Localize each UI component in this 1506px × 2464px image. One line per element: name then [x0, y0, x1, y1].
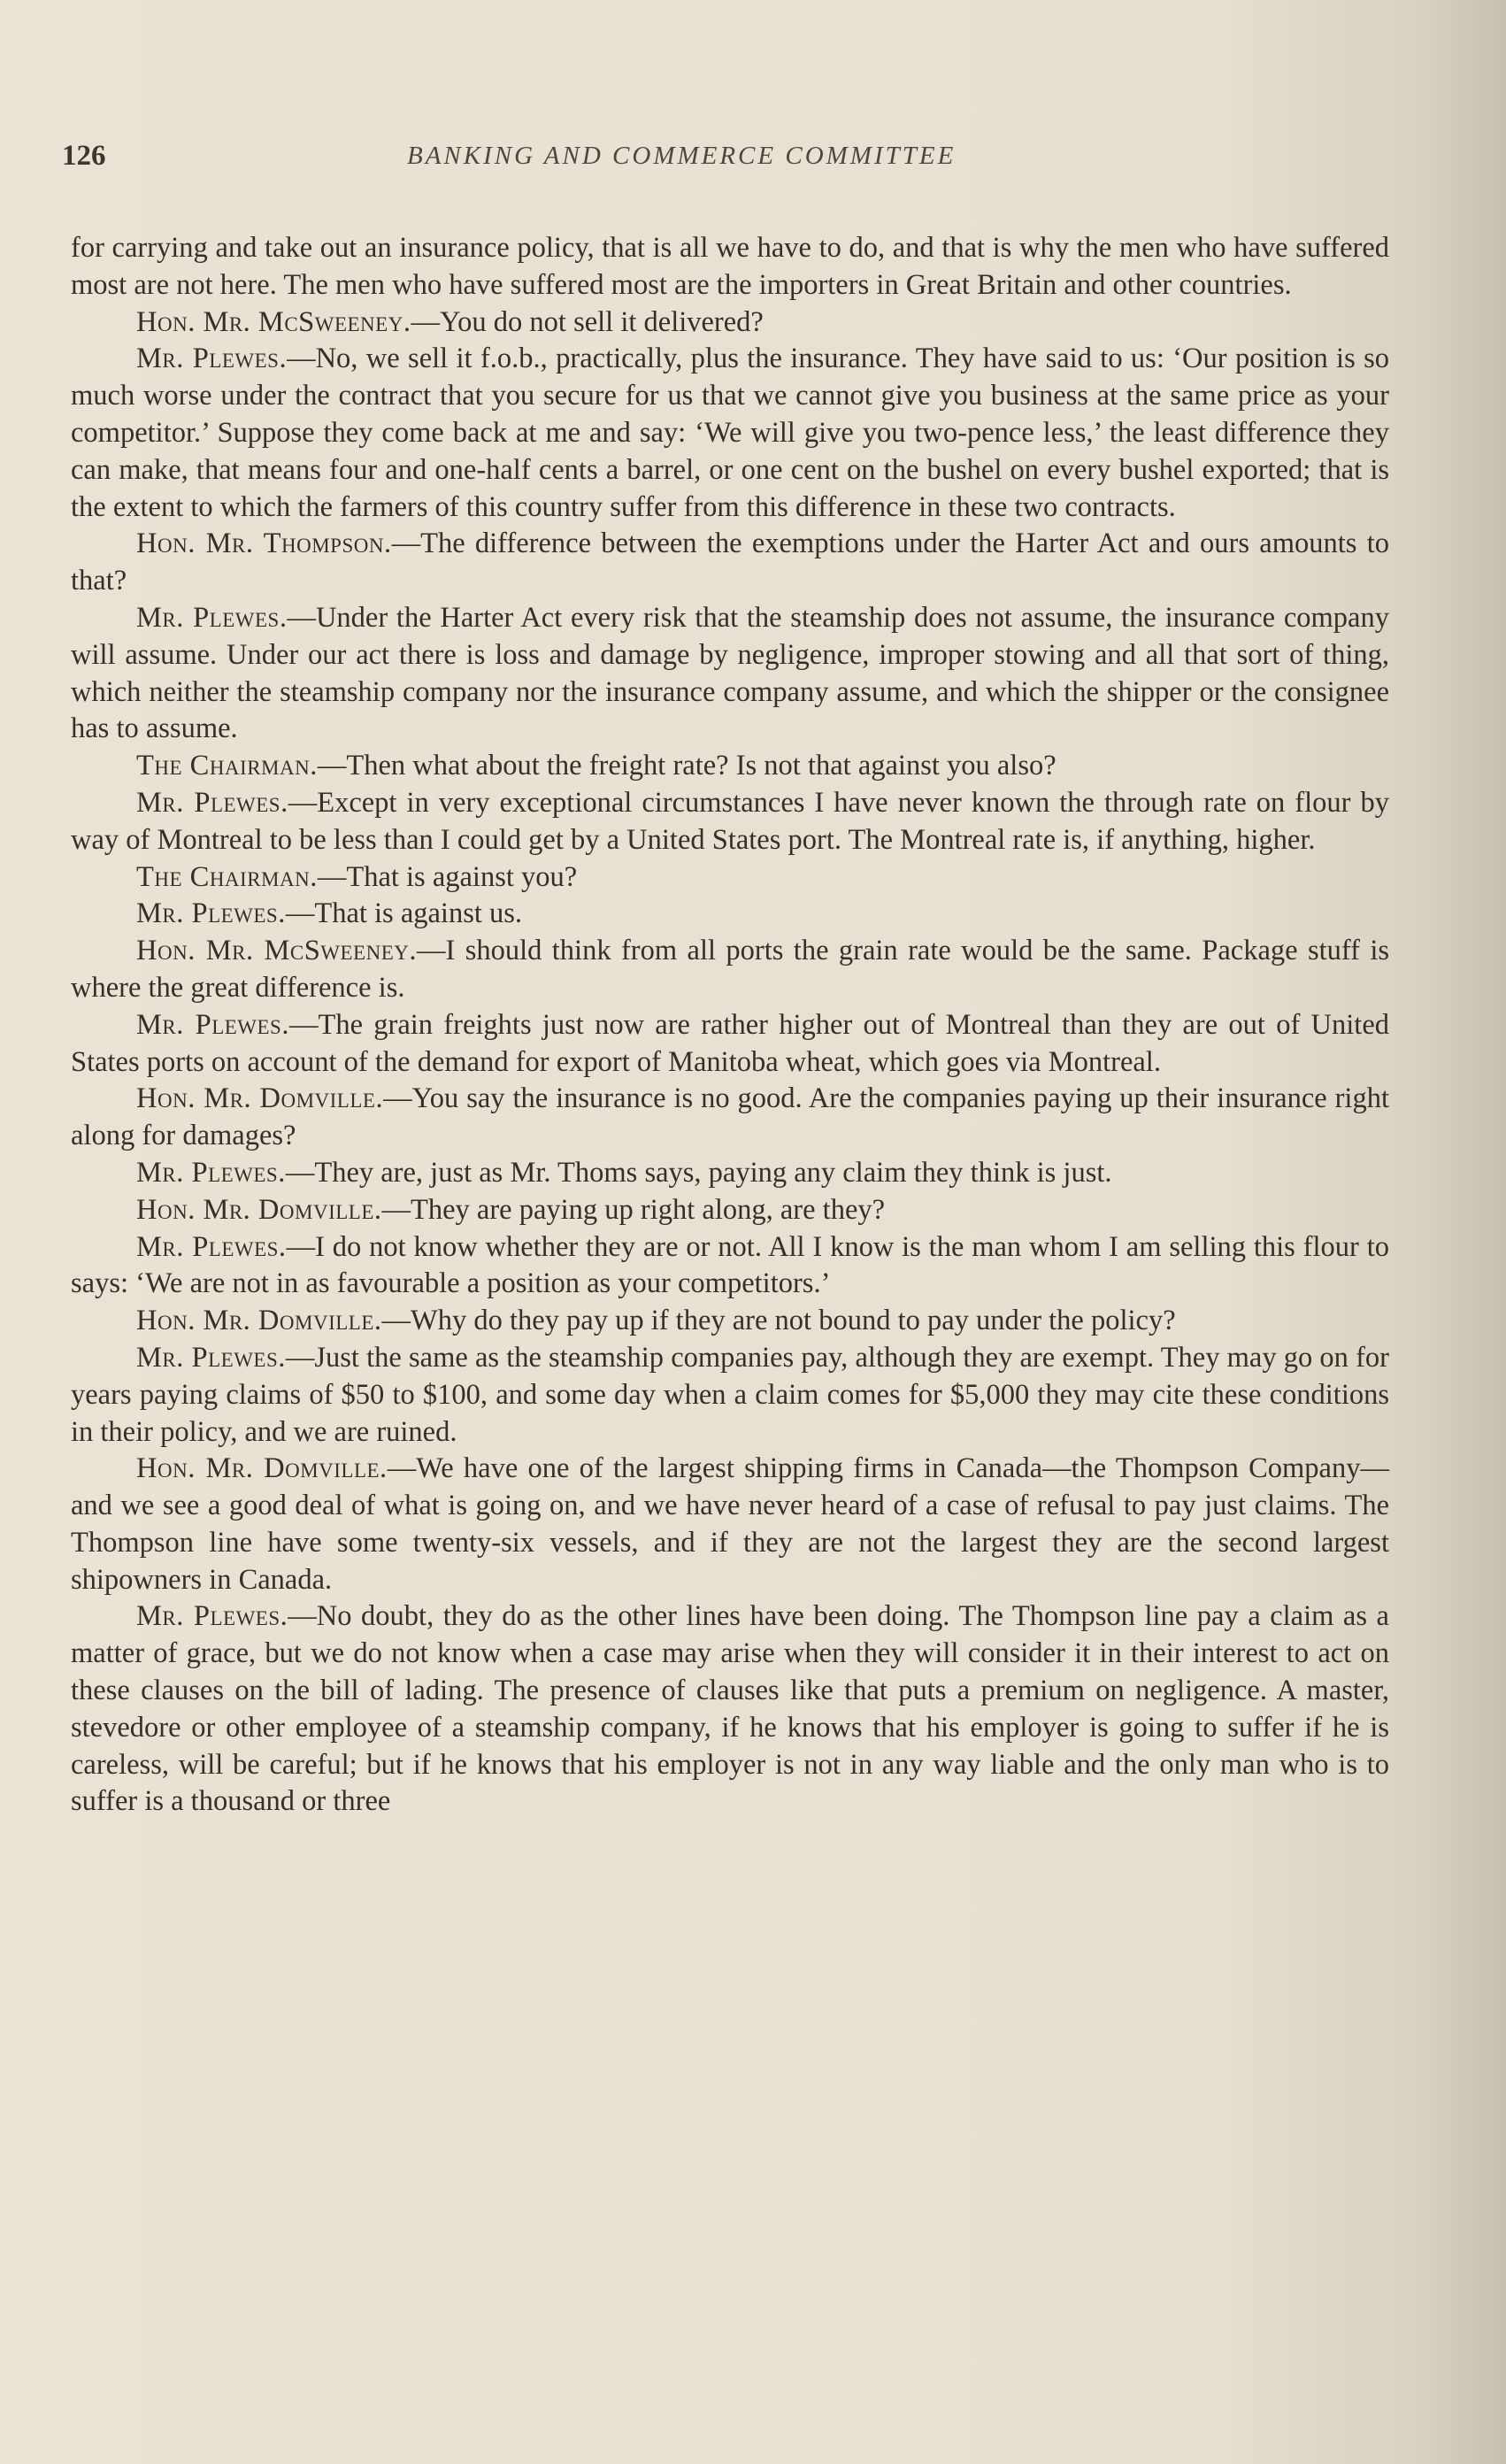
- paragraph-text: for carrying and take out an insurance policy, that is all we have to do, and that is why the men who have suffered most are not here. The men who have suffered most are the importers in Great Britain and other countries.: [71, 232, 1389, 301]
- paragraph-text: —Then what about the freight rate? Is not that against you also?: [317, 750, 1057, 782]
- paragraph: [71, 230, 1389, 304]
- paragraph-text: —I do not know whether they are or not. All I know is the man whom I am selling this flour to says: ‘We are not in as favourable a position as your competitors.’: [71, 1230, 1389, 1300]
- speaker-name: The Chairman.: [136, 750, 318, 782]
- paragraph: [71, 1303, 1389, 1340]
- speaker-name: Hon. Mr. McSweeney.: [136, 935, 417, 967]
- speaker-name: Mr. Plewes.: [136, 1600, 288, 1633]
- speaker-name: Mr. Plewes.: [136, 1341, 286, 1374]
- speaker-name: Mr. Plewes.: [136, 1008, 289, 1041]
- paragraph: [71, 1598, 1389, 1821]
- speaker-name: Hon. Mr. Domville.: [136, 1082, 384, 1115]
- paragraph-text: —Under the Harter Act every risk that the steamship does not assume, the insurance company will assume. Under our act there is loss and damage by negligence, improper stowing and all that sort of thing, which neither the steamship company nor the insurance company assume, and which the shipper or the consignee has to assume.: [71, 601, 1389, 745]
- paragraph: [71, 933, 1389, 1007]
- paragraph: [71, 1229, 1389, 1304]
- paragraph-text: —That is against you?: [317, 860, 578, 893]
- paragraph-text: —They are, just as Mr. Thoms says, paying any claim they think is just.: [285, 1156, 1112, 1189]
- speaker-name: Mr. Plewes.: [136, 897, 286, 930]
- speaker-name: Mr. Plewes.: [136, 1156, 286, 1189]
- running-title: BANKING AND COMMERCE COMMITTEE: [407, 142, 957, 170]
- speaker-name: The Chairman.: [136, 860, 318, 893]
- paragraph: [71, 1340, 1389, 1451]
- paragraph-text: —Except in very exceptional circumstances I have never known the through rate on flour by way of Montreal to be less than I could get by a United States port. The Montreal rate is, if anything, higher.: [71, 786, 1389, 856]
- speaker-name: Hon. Mr. Domville.: [136, 1305, 382, 1337]
- paragraph-text: —The difference between the exemptions under the Harter Act and ours amounts to that?: [71, 527, 1389, 597]
- speaker-name: Hon. Mr. McSweeney.: [136, 305, 411, 338]
- paragraph: [71, 1155, 1389, 1192]
- paragraph: [71, 600, 1389, 748]
- paragraph-text: —No doubt, they do as the other lines have been doing. The Thompson line pay a claim as a matter of grace, but we do not know when a case may arise when they will consider it in their interest to act on these clauses on the bill of lading. The presence of clauses like that puts a premium on negligence. A master, stevedore or other employee of a steamship company, if he knows that his employer is going to suffer if he is careless, will be careful; but if he knows that his employer is not in any way liable and the only man who is to suffer is a thousand or three: [71, 1600, 1389, 1818]
- speaker-name: Hon. Mr. Domville.: [136, 1452, 388, 1485]
- paragraph-text: —Why do they pay up if they are not bound to pay under the policy?: [381, 1305, 1176, 1337]
- paragraph: [71, 896, 1389, 933]
- paragraph-text: —You say the insurance is no good. Are the companies paying up their insurance right along for damages?: [71, 1082, 1389, 1152]
- paragraph: [71, 341, 1389, 526]
- paragraph: [71, 785, 1389, 859]
- speaker-name: Hon. Mr. Thompson.: [136, 527, 392, 560]
- paragraph: [71, 1192, 1389, 1229]
- paragraph: [71, 1007, 1389, 1082]
- page-number: 126: [62, 140, 106, 172]
- paragraph-text: —I should think from all ports the grain rate would be the same. Package stuff is where the great difference is.: [71, 935, 1389, 1004]
- speaker-name: Mr. Plewes.: [136, 343, 288, 375]
- paragraph-text: —The grain freights just now are rather higher out of Montreal than they are out of United States ports on account of the demand for export of Manitoba wheat, which goes via Montreal.: [71, 1008, 1390, 1078]
- paragraph-text: —Just the same as the steamship companies pay, although they are exempt. They may go on for years paying claims of $50 to $100, and some day when a claim comes for $5,000 they may cite these conditions in their policy, and we are ruined.: [71, 1341, 1389, 1448]
- paragraph: [71, 1451, 1389, 1598]
- paragraph: [71, 748, 1389, 785]
- paragraph: [71, 1081, 1389, 1155]
- paragraph: [71, 526, 1389, 600]
- paragraph-text: —That is against us.: [285, 897, 523, 930]
- paragraph-text: —You do not sell it delivered?: [411, 305, 764, 338]
- paragraph: [71, 304, 1389, 342]
- page-header: [62, 140, 1407, 179]
- speaker-name: Mr. Plewes.: [136, 786, 288, 819]
- speaker-name: Mr. Plewes.: [136, 601, 288, 634]
- paragraph-text: —They are paying up right along, are they?: [381, 1193, 886, 1226]
- paragraph: [71, 859, 1389, 897]
- speaker-name: Mr. Plewes.: [136, 1230, 287, 1263]
- transcript-body: [71, 230, 1389, 1821]
- speaker-name: Hon. Mr. Domville.: [136, 1193, 382, 1226]
- paragraph-text: —We have one of the largest shipping firms in Canada—the Thompson Company—and we see a good deal of what is going on, and we have never heard of a case of refusal to pay just claims. The Thompson line have some twenty-six vessels, and if they are not the largest they are the second largest shipowners in Canada.: [71, 1452, 1389, 1596]
- paragraph-text: —No, we sell it f.o.b., practically, plus the insurance. They have said to us: ‘Our position is so much worse under the contract that you secure for us that we cannot give you business at the same price as your competitor.’ Suppose they come back at me and say: ‘We will give you two-pence less,’ the least difference they can make, that means four and one-half cents a barrel, or one cent on the bushel on every bushel exported; that is the extent to which the farmers of this country suffer from this difference in these two contracts.: [71, 343, 1389, 523]
